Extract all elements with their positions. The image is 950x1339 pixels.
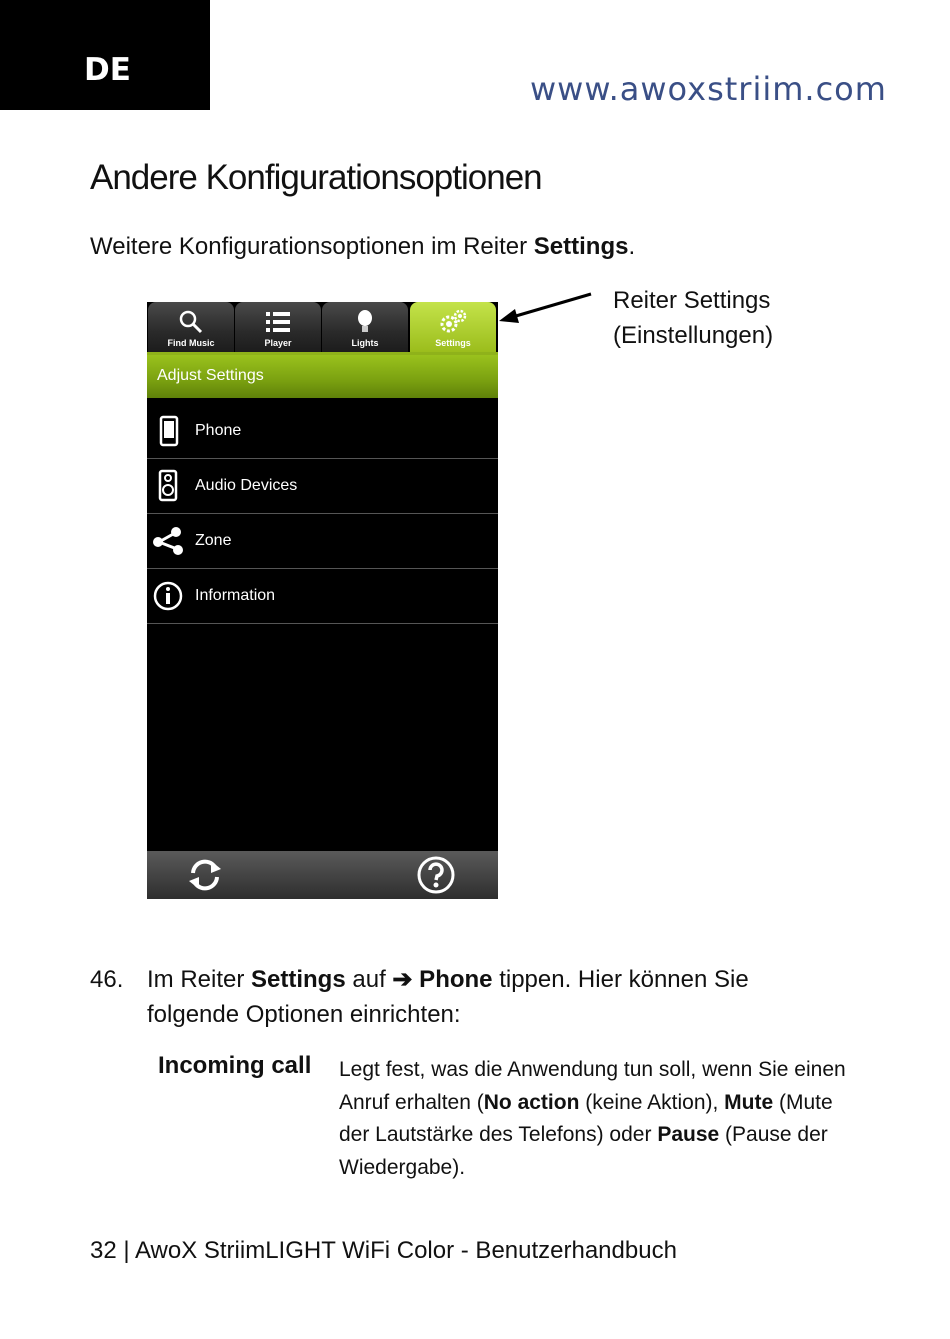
callout-line-2: (Einstellungen) [613,322,774,349]
menu-item-audio-devices[interactable] [147,459,498,514]
tab-player[interactable] [235,302,321,352]
step-number: 46. [90,966,124,993]
desc-bold-mute: Mute [724,1090,774,1114]
language-badge [0,0,210,110]
desc-bold-no-action: No action [483,1090,580,1114]
menu-item-information[interactable] [147,569,498,624]
tab-label: Lights [351,338,379,348]
tab-bar [147,302,498,354]
website-url[interactable]: www.awoxstriim.com [530,70,887,108]
arrow-right-icon: ➔ [392,966,413,993]
step-text-2: auf [345,966,393,993]
section-header [147,355,498,398]
step-text [147,962,847,1032]
desc-4: (Pause der Wiedergabe). [339,1123,828,1179]
section-title: Adjust Settings [157,367,264,384]
tab-label: Find Music [167,338,215,348]
language-code: DE [84,52,131,88]
tab-settings[interactable] [410,302,496,352]
definition-description [339,1054,859,1184]
menu-item-zone[interactable] [147,514,498,569]
page-footer: 32 | AwoX StriimLIGHT WiFi Color - Benutzerhandbuch [90,1237,677,1264]
speaker-icon [151,469,185,503]
tab-find-music[interactable] [148,302,234,352]
gears-icon [410,308,496,336]
intro-bold: Settings [533,233,629,260]
app-screenshot [147,302,498,899]
desc-1: Legt fest, was die Anwendung tun soll, wenn Sie einen Anruf erhalten ( [339,1058,846,1114]
menu-item-label: Phone [195,422,242,439]
bulb-icon [322,308,408,336]
info-icon [151,579,185,613]
callout-label [613,283,773,353]
page-heading: Andere Konfigurationsoptionen [90,158,542,197]
menu-item-phone[interactable] [147,404,498,459]
menu-item-label: Zone [195,532,232,549]
menu-item-label: Audio Devices [195,477,298,494]
callout-line-1: Reiter Settings [613,287,771,314]
tab-label: Settings [435,338,471,348]
step-text-1: Im Reiter [147,966,252,993]
desc-3: (Mute der Lautstärke des Telefons) oder [339,1090,833,1146]
definition-term: Incoming call [158,1052,312,1079]
step-bold-phone: Phone [412,966,493,993]
menu-item-label: Information [195,587,276,604]
share-icon [151,524,185,558]
desc-2: (keine Aktion), [579,1090,725,1114]
intro-paragraph [90,233,635,261]
refresh-icon[interactable] [185,857,225,898]
intro-end: . [628,233,636,260]
help-icon[interactable] [415,855,457,899]
step-text-3: tippen. Hier können Sie folgende Optionen einrichten: [147,966,749,1028]
intro-text: Weitere Konfigurationsoptionen im Reiter [90,233,534,260]
callout-arrow-icon [495,290,595,330]
bottom-toolbar [147,851,498,899]
phone-icon [151,414,185,448]
tab-label: Player [264,338,292,348]
step-bold-settings: Settings [251,966,346,993]
tab-lights[interactable] [322,302,408,352]
desc-bold-pause: Pause [657,1123,720,1146]
list-icon [235,308,321,336]
search-icon [148,308,234,336]
